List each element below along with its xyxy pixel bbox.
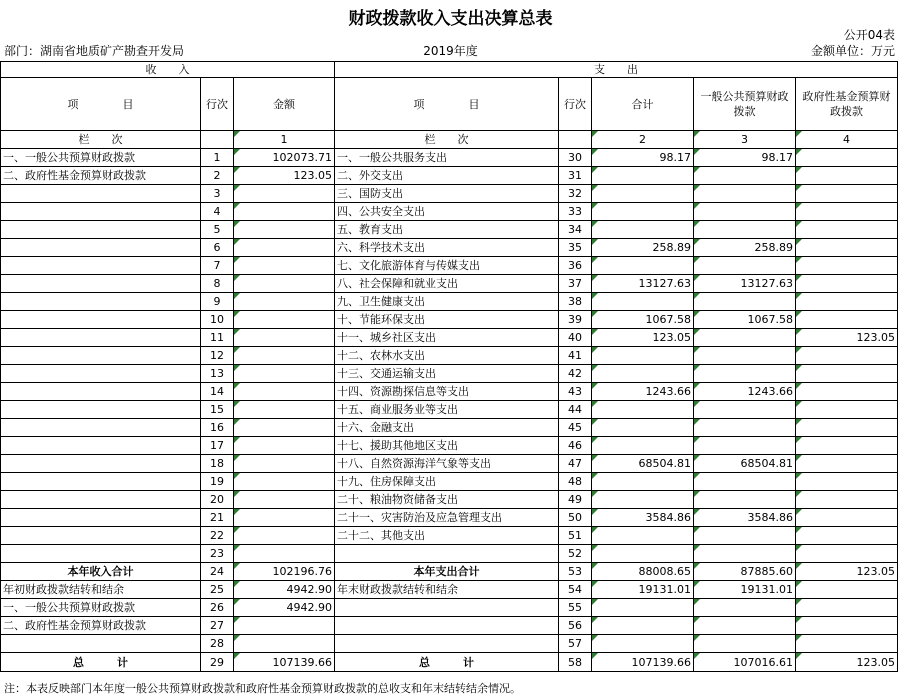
department-label: 部门：湖南省地质矿产勘查开发局 [4,44,185,58]
expense-gov-fund-cell: 123.05 [796,563,898,581]
expense-general-budget-cell [694,473,796,491]
table-row [1,437,898,455]
income-item-cell [1,491,201,509]
income-item-cell [1,473,201,491]
income-amount-cell [234,545,335,563]
income-row-number-cell: 12 [201,347,234,365]
expense-row-number-cell: 43 [559,383,592,401]
table-row [1,347,898,365]
income-amount-cell [234,437,335,455]
expense-gov-fund-cell [796,239,898,257]
expense-total-cell [592,221,694,239]
income-amount-cell [234,275,335,293]
income-item-cell [1,275,201,293]
expense-total-cell [592,293,694,311]
income-column-label: 栏 次 [1,131,201,149]
income-item-cell [1,203,201,221]
expense-general-budget-cell: 258.89 [694,239,796,257]
expense-item-cell: 二、外交支出 [335,167,559,185]
expense-general-budget-cell: 107016.61 [694,653,796,672]
income-row-number-cell: 16 [201,419,234,437]
expense-general-budget-cell [694,221,796,239]
table-row [1,239,898,257]
expense-row-number-cell: 30 [559,149,592,167]
expense-gov-fund-cell [796,617,898,635]
income-amount-cell [234,365,335,383]
expense-item-cell [335,635,559,653]
expense-gov-fund-cell [796,185,898,203]
expense-row-number-cell: 37 [559,275,592,293]
income-row-number-cell: 20 [201,491,234,509]
expense-item-cell: 四、公共安全支出 [335,203,559,221]
expense-total-cell: 1067.58 [592,311,694,329]
income-item-header: 项 目 [1,78,201,131]
expense-total-cell: 13127.63 [592,275,694,293]
expense-general-budget-cell [694,599,796,617]
expense-item-cell: 九、卫生健康支出 [335,293,559,311]
income-amount-cell [234,383,335,401]
expense-row-number-cell: 31 [559,167,592,185]
expense-gov-fund-cell [796,221,898,239]
expense-column-label: 栏 次 [335,131,559,149]
table-row [1,203,898,221]
expense-general-budget-cell [694,635,796,653]
expense-item-cell: 二十二、其他支出 [335,527,559,545]
expense-row-number-cell: 56 [559,617,592,635]
income-row-number-cell: 23 [201,545,234,563]
income-item-cell: 二、政府性基金预算财政拨款 [1,617,201,635]
income-row-number-cell: 26 [201,599,234,617]
table-row [1,293,898,311]
income-item-cell [1,329,201,347]
expense-gov-fund-cell [796,581,898,599]
expense-item-cell: 本年支出合计 [335,563,559,581]
expense-row-number-cell: 41 [559,347,592,365]
expense-total-cell [592,419,694,437]
expense-general-budget-cell [694,419,796,437]
income-amount-cell [234,239,335,257]
income-item-cell [1,455,201,473]
income-item-cell [1,221,201,239]
table-row [1,149,898,167]
table-row [1,365,898,383]
income-amount-cell [234,617,335,635]
income-amount-cell [234,419,335,437]
income-amount-cell [234,311,335,329]
income-amount-cell: 107139.66 [234,653,335,672]
expense-total-cell [592,347,694,365]
expense-total-cell [592,545,694,563]
expense-item-cell: 十六、金融支出 [335,419,559,437]
income-row-number-cell: 7 [201,257,234,275]
expense-gov-fund-cell [796,167,898,185]
expense-total-cell [592,527,694,545]
expense-general-budget-cell [694,185,796,203]
income-section-header: 收 入 [1,62,335,78]
expense-row-number-cell: 50 [559,509,592,527]
expense-general-budget-cell: 68504.81 [694,455,796,473]
income-row-number-cell: 22 [201,527,234,545]
expense-gov-fund-cell [796,437,898,455]
income-amount-cell [234,293,335,311]
expense-total-cell [592,473,694,491]
expense-item-cell: 五、教育支出 [335,221,559,239]
income-row-number-cell: 11 [201,329,234,347]
expense-gov-fund-cell [796,491,898,509]
income-amount-cell [234,491,335,509]
income-amount-cell: 102196.76 [234,563,335,581]
expense-row-number-cell: 39 [559,311,592,329]
income-row-number-cell: 13 [201,365,234,383]
income-row-number-cell: 5 [201,221,234,239]
expense-row-number-cell: 46 [559,437,592,455]
income-item-cell: 一、一般公共预算财政拨款 [1,599,201,617]
expense-row-number-cell: 35 [559,239,592,257]
expense-general-budget-cell [694,365,796,383]
table-row [1,545,898,563]
income-row-number-cell: 28 [201,635,234,653]
income-item-cell [1,365,201,383]
expense-general-budget-cell [694,545,796,563]
table-row [1,599,898,617]
expense-row-number-cell: 48 [559,473,592,491]
income-amount-header: 金额 [234,78,335,131]
expense-gov-fund-cell [796,473,898,491]
income-item-cell [1,347,201,365]
expense-general-budget-cell [694,617,796,635]
expense-total-cell: 258.89 [592,239,694,257]
expense-general-budget-cell [694,347,796,365]
income-row-number-cell: 15 [201,401,234,419]
expense-total-cell [592,167,694,185]
expense-total-cell [592,617,694,635]
expense-gov-fund-cell [796,635,898,653]
expense-total-cell [592,365,694,383]
expense-section-header: 支 出 [335,62,898,78]
expense-row-number-cell: 33 [559,203,592,221]
expense-row-number-cell: 44 [559,401,592,419]
expense-total-cell [592,635,694,653]
income-row-number-cell: 3 [201,185,234,203]
income-item-cell [1,239,201,257]
expense-item-cell: 十二、农林水支出 [335,347,559,365]
income-item-cell: 总 计 [1,653,201,672]
income-item-cell: 本年收入合计 [1,563,201,581]
expense-gov-fund-cell [796,149,898,167]
expense-row-number-cell: 40 [559,329,592,347]
final-accounts-table [0,61,898,672]
table-row [1,617,898,635]
amount-unit: 金额单位：万元 [810,44,895,58]
expense-item-cell: 十三、交通运输支出 [335,365,559,383]
expense-total-cell: 19131.01 [592,581,694,599]
income-amount-cell [234,329,335,347]
table-row [1,185,898,203]
income-item-cell [1,527,201,545]
expense-general-budget-cell: 98.17 [694,149,796,167]
column-number-2: 2 [592,131,694,149]
table-row [1,527,898,545]
footnote: 注：本表反映部门本年度一般公共预算财政拨款和政府性基金预算财政拨款的总收支和年末结转结余情况。 [4,682,521,695]
expense-item-cell: 十七、援助其他地区支出 [335,437,559,455]
expense-row-number-cell: 58 [559,653,592,672]
expense-gov-fund-cell [796,599,898,617]
expense-general-budget-cell [694,329,796,347]
expense-item-cell: 二十、粮油物资储备支出 [335,491,559,509]
expense-general-budget-cell [694,437,796,455]
table-row [1,419,898,437]
expense-row-number-cell: 47 [559,455,592,473]
table-row [1,563,898,581]
expense-row-number-cell: 38 [559,293,592,311]
income-row-number-cell: 14 [201,383,234,401]
expense-row-number-cell: 52 [559,545,592,563]
expense-gov-fund-cell [796,257,898,275]
expense-row-number-cell: 49 [559,491,592,509]
expense-row-number-cell: 36 [559,257,592,275]
table-row [1,635,898,653]
expense-item-cell: 总 计 [335,653,559,672]
income-amount-cell [234,509,335,527]
expense-gov-fund-cell [796,311,898,329]
expense-row-number-cell: 51 [559,527,592,545]
table-row [1,653,898,672]
expense-gov-fund-cell [796,545,898,563]
income-item-cell [1,401,201,419]
table-row [1,581,898,599]
income-amount-cell [234,221,335,239]
expense-column-rowno [559,131,592,149]
income-amount-cell: 102073.71 [234,149,335,167]
table-row [1,383,898,401]
table-row [1,329,898,347]
income-column-rowno [201,131,234,149]
table-row [1,257,898,275]
expense-item-cell [335,545,559,563]
expense-total-cell [592,257,694,275]
income-item-cell: 一、一般公共预算财政拨款 [1,149,201,167]
expense-total-cell [592,401,694,419]
expense-gov-fund-cell [796,527,898,545]
expense-general-budget-cell: 87885.60 [694,563,796,581]
income-item-cell [1,419,201,437]
income-row-number-cell: 8 [201,275,234,293]
table-row [1,455,898,473]
table-row [1,275,898,293]
expense-item-cell: 十五、商业服务业等支出 [335,401,559,419]
expense-total-cell: 88008.65 [592,563,694,581]
income-amount-cell [234,635,335,653]
expense-general-budget-cell [694,203,796,221]
income-row-number-cell: 24 [201,563,234,581]
expense-total-cell: 98.17 [592,149,694,167]
expense-rowno-header: 行次 [559,78,592,131]
income-row-number-cell: 29 [201,653,234,672]
column-number-4: 4 [796,131,898,149]
expense-item-cell: 十一、城乡社区支出 [335,329,559,347]
expense-item-cell: 十八、自然资源海洋气象等支出 [335,455,559,473]
expense-gov-fund-cell [796,365,898,383]
table-row [1,311,898,329]
expense-total-cell [592,491,694,509]
income-row-number-cell: 17 [201,437,234,455]
expense-gov-fund-cell [796,383,898,401]
income-amount-cell: 123.05 [234,167,335,185]
income-item-cell [1,293,201,311]
income-amount-cell [234,203,335,221]
expense-total-cell [592,437,694,455]
expense-row-number-cell: 42 [559,365,592,383]
income-amount-cell: 4942.90 [234,581,335,599]
general-budget-header: 一般公共预算财政拨款 [694,78,796,131]
expense-total-cell: 107139.66 [592,653,694,672]
income-item-cell [1,437,201,455]
expense-total-cell [592,203,694,221]
expense-general-budget-cell: 3584.86 [694,509,796,527]
income-amount-cell [234,401,335,419]
table-row [1,491,898,509]
income-item-cell [1,383,201,401]
income-row-number-cell: 27 [201,617,234,635]
income-amount-cell [234,455,335,473]
expense-item-cell: 八、社会保障和就业支出 [335,275,559,293]
expense-general-budget-cell [694,257,796,275]
expense-gov-fund-cell [796,203,898,221]
expense-total-header: 合计 [592,78,694,131]
expense-item-cell [335,599,559,617]
expense-gov-fund-cell [796,293,898,311]
expense-general-budget-cell [694,401,796,419]
expense-gov-fund-cell [796,401,898,419]
income-amount-cell: 4942.90 [234,599,335,617]
table-row [1,167,898,185]
income-row-number-cell: 1 [201,149,234,167]
expense-item-header: 项 目 [335,78,559,131]
income-item-cell [1,509,201,527]
expense-general-budget-cell: 19131.01 [694,581,796,599]
income-row-number-cell: 19 [201,473,234,491]
expense-item-cell [335,617,559,635]
expense-gov-fund-cell [796,509,898,527]
income-row-number-cell: 4 [201,203,234,221]
expense-gov-fund-cell [796,275,898,293]
expense-row-number-cell: 55 [559,599,592,617]
column-number-1: 1 [234,131,335,149]
income-row-number-cell: 9 [201,293,234,311]
income-amount-cell [234,257,335,275]
expense-general-budget-cell [694,527,796,545]
income-item-cell: 年初财政拨款结转和结余 [1,581,201,599]
expense-general-budget-cell [694,167,796,185]
table-row [1,509,898,527]
income-row-number-cell: 2 [201,167,234,185]
expense-total-cell: 3584.86 [592,509,694,527]
expense-gov-fund-cell [796,455,898,473]
income-item-cell: 二、政府性基金预算财政拨款 [1,167,201,185]
expense-general-budget-cell: 1243.66 [694,383,796,401]
income-item-cell [1,257,201,275]
income-row-number-cell: 10 [201,311,234,329]
table-row [1,473,898,491]
expense-total-cell: 68504.81 [592,455,694,473]
income-amount-cell [234,185,335,203]
expense-general-budget-cell: 13127.63 [694,275,796,293]
expense-gov-fund-cell [796,419,898,437]
expense-gov-fund-cell: 123.05 [796,329,898,347]
income-row-number-cell: 18 [201,455,234,473]
expense-gov-fund-cell [796,347,898,365]
expense-row-number-cell: 54 [559,581,592,599]
income-amount-cell [234,473,335,491]
table-row [1,221,898,239]
income-item-cell [1,311,201,329]
expense-total-cell [592,185,694,203]
report-title: 财政拨款收入支出决算总表 [348,9,553,29]
income-amount-cell [234,347,335,365]
expense-item-cell: 十九、住房保障支出 [335,473,559,491]
expense-item-cell: 三、国防支出 [335,185,559,203]
expense-general-budget-cell: 1067.58 [694,311,796,329]
expense-total-cell [592,599,694,617]
income-item-cell [1,545,201,563]
income-item-cell [1,185,201,203]
expense-total-cell: 1243.66 [592,383,694,401]
income-row-number-cell: 21 [201,509,234,527]
column-number-3: 3 [694,131,796,149]
gov-fund-header: 政府性基金预算财政拨款 [796,78,898,131]
fiscal-year: 2019年度 [423,44,478,58]
form-number: 公开04表 [843,28,895,42]
expense-item-cell: 七、文化旅游体育与传媒支出 [335,257,559,275]
expense-gov-fund-cell: 123.05 [796,653,898,672]
expense-item-cell: 年末财政拨款结转和结余 [335,581,559,599]
table-row [1,401,898,419]
expense-item-cell: 十四、资源勘探信息等支出 [335,383,559,401]
expense-item-cell: 二十一、灾害防治及应急管理支出 [335,509,559,527]
expense-row-number-cell: 34 [559,221,592,239]
income-row-number-cell: 25 [201,581,234,599]
expense-row-number-cell: 32 [559,185,592,203]
expense-general-budget-cell [694,293,796,311]
expense-general-budget-cell [694,491,796,509]
expense-item-cell: 六、科学技术支出 [335,239,559,257]
income-row-number-cell: 6 [201,239,234,257]
income-item-cell [1,635,201,653]
expense-item-cell: 十、节能环保支出 [335,311,559,329]
income-amount-cell [234,527,335,545]
income-rowno-header: 行次 [201,78,234,131]
expense-item-cell: 一、一般公共服务支出 [335,149,559,167]
expense-row-number-cell: 45 [559,419,592,437]
expense-total-cell: 123.05 [592,329,694,347]
expense-row-number-cell: 53 [559,563,592,581]
expense-row-number-cell: 57 [559,635,592,653]
